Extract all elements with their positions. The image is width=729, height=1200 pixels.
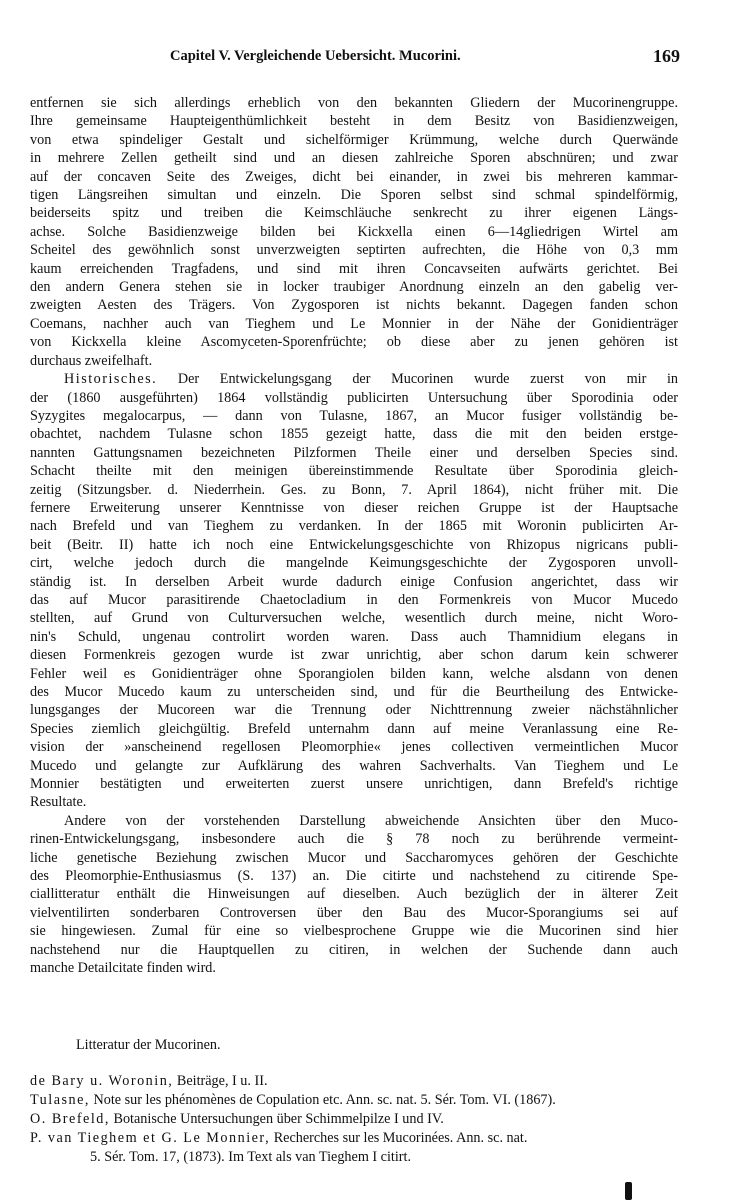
text-line: Syzygites megalocarpus, — dann von Tulasne, 1867, an Mucor fusiger vollständig be- — [30, 407, 678, 424]
text-line: nachstehend nur die Hauptquellen zu citiren, in welchen der Suchende dann auch — [30, 941, 678, 958]
text-line: in mehrere Zellen getheilt sind und an diesen zahlreiche Sporen abschnüren; und zwar — [30, 150, 678, 167]
text-line: Coemans, nachher auch van Tieghem und Le Monnier in der Nähe der Gonidienträger — [30, 315, 678, 332]
reference-author: O. Brefeld, — [30, 1111, 110, 1127]
text-line: durchaus zweifelhaft. — [30, 352, 153, 369]
text-line: tigen Längsreihen simultan und einzeln. Die Sporen selbst sind schmal spindelförmig, — [30, 187, 678, 204]
text-line: kaum erreichenden Tragfadens, und sind mit ihren Concavseiten aufwärts gerichtet. Bei — [30, 260, 678, 277]
text-line: zeitig (Sitzungsber. d. Niederrhein. Ges. zu Bonn, 7. April 1864), nicht früher mit. Die — [30, 481, 678, 498]
reference-text: Recherches sur les Mucorinées. Ann. sc. nat. — [270, 1130, 528, 1146]
section-lead-word: Historisches. — [64, 371, 158, 388]
text-line: nach Brefeld und van Tieghem zu verdanken. In der 1865 mit Woronin publicirten Ar- — [30, 518, 678, 535]
text-line: ciallitteratur enthält die Hinweisungen auf dieselben. Auch bezüglich der in älterer Zeit — [30, 886, 678, 903]
reference-text: Botanische Untersuchungen über Schimmelpilze I und IV. — [109, 1111, 444, 1127]
text-line: das auf Mucor parasitirende Chaetocladium in den Formenkreis von Mucor Mucedo — [30, 591, 678, 608]
ink-spot — [625, 1182, 632, 1200]
reference-author: Tulasne, — [30, 1092, 90, 1108]
text-line: Scheitel des gewöhnlich sonst unverzweigten septirten aufrechten, die Höhe von 0,3 mm — [30, 242, 678, 259]
text-line: zweigten Aesten des Trägers. Von Zygosporen ist nichts bekannt. Dagegen fanden schon — [30, 297, 678, 314]
text-line: fernere Erweiterung unserer Kenntnisse von dieser reichen Gruppe ist der Hauptsache — [30, 499, 678, 516]
page-number: 169 — [653, 46, 680, 66]
text-line-rest: Der Entwickelungsgang der Mucorinen wurde zuerst von mir in — [177, 371, 678, 388]
text-line: lungsganges der Mucoreen war die Trennung oder Nichttrennung zweier nächstähnlicher — [30, 702, 678, 719]
paragraph-historisches — [30, 370, 678, 812]
text-line: rinen-Entwickelungsgang, insbesondere auch die § 78 noch zu berührende vermeint- — [30, 831, 678, 848]
text-line: beiderseits spitz und treiben die Keimschläuche senkrecht zu ihrer eigenen Längs- — [30, 205, 678, 222]
text-line: nannten Gattungsnamen bezeichneten Pilzformen Theile einer und derselben Species sind. — [30, 444, 678, 461]
paragraph-andere-ansichten — [30, 812, 678, 978]
text-line: Fehler weil es Gonidienträger ohne Sporangiolen bilden kann, welche alsdann von denen — [30, 665, 678, 682]
page-header — [170, 48, 680, 72]
page-body — [30, 94, 678, 978]
text-line: beit (Beitr. II) hatte ich noch eine Entwickelungsgeschichte von Rhizopus nigricans publi- — [30, 536, 678, 553]
text-line: des Mucor Mucedo kaum zu unterscheiden sind, und für die Beurtheilung des Entwicke- — [30, 684, 678, 700]
reference-author: de Bary u. Woronin, — [30, 1073, 174, 1089]
text-line: obachtet, nachdem Tulasne schon 1855 gezeigt hatte, dass die mit den beiden erstge- — [30, 426, 678, 443]
text-line: cirt, welche jedoch durch die mangelnde Keimungsgeschichte der Zygosporen unvoll- — [30, 555, 678, 572]
text-line — [30, 370, 678, 388]
text-line: Ihre gemeinsame Haupteigenthümlichkeit besteht in dem Besitz von Basidienzweigen, — [30, 113, 678, 130]
text-line: 5. Sér. Tom. 17, (1873). Im Text als van Tieghem I citirt. — [90, 1149, 412, 1165]
text-line: der (1860 ausgeführten) 1864 vollständig publicirten Untersuchung über Sporodinia oder — [30, 389, 678, 406]
reference-entry — [30, 1091, 680, 1110]
text-line: nin's Schuld, ungenau controlirt worden waren. Dass auch Thamnidium elegans in — [30, 628, 678, 645]
reference-entry — [30, 1110, 680, 1129]
reference-entry — [30, 1072, 680, 1091]
paragraph-mucorinen-description — [30, 94, 678, 370]
literature-list — [30, 1072, 680, 1167]
text-line: auf der concaven Seite des Zweiges, dicht bei einander, in zwei bis mehreren kammar- — [30, 168, 678, 185]
text-line: vision der »anscheinend regellosen Pleomorphie« jenes collectiven vermeintlichen Mucor — [30, 739, 678, 756]
text-line: entfernen sie sich allerdings erheblich von den bekannten Gliedern der Mucorinengruppe. — [30, 95, 678, 111]
text-line: Species ziemlich gleichgültig. Brefeld unternahm dann auf meine Veranlassung eine Re- — [30, 720, 678, 737]
text-line: Andere von der vorstehenden Darstellung abweichende Ansichten über den Muco- — [64, 812, 678, 829]
text-line: achse. Solche Basidienzweige bilden bei Kickxella einen 6—14gliedrigen Wirtel am — [30, 223, 678, 240]
text-line: Monnier bestätigten und erweiterten zuerst unsere unrichtigen, dann Brefeld's richtige — [30, 776, 678, 793]
text-line: diesen Formenkreis gezogen wurde ist zwar unrichtig, aber schon darum kein schwerer — [30, 647, 678, 664]
text-line: stellten, auf Grund von Culturversuchen welche, wesentlich durch meine, nicht Woro- — [30, 610, 678, 627]
text-line: den andern Genera stehen sie in locker traubiger Anordnung einzeln an den gabelig ver- — [30, 279, 678, 296]
text-line: ständig ist. In derselben Arbeit wurde dadurch einige Confusion angerichtet, dass wir — [30, 573, 678, 590]
text-line: sie hingewiesen. Zumal für eine so vielbesprochene Gruppe wie die Mucorinen sind hier — [30, 923, 678, 940]
text-line: vielventilirten sonderbaren Controversen über den Bau des Mucor-Sporangiums sei auf — [30, 904, 678, 921]
text-line: Mucedo und gelangte zur Aufklärung des wahren Sachverhalts. Van Tieghem und Le — [30, 757, 678, 774]
reference-text: Beiträge, I u. II. — [173, 1073, 268, 1089]
reference-author: P. van Tieghem et G. Le Monnier, — [30, 1130, 271, 1146]
literature-heading: Litteratur der Mucorinen. — [76, 1037, 221, 1053]
text-line: von Kickxella kleine Ascomyceten-Sporenfrüchte; ob diese aber zu jenen gehören ist — [30, 334, 678, 351]
text-line: Schacht theilte mit den meinigen übereinstimmende Resultate über Sporodinia gleich- — [30, 463, 678, 480]
reference-entry — [30, 1129, 680, 1148]
text-line: des Pleomorphie-Enthusiasmus (S. 137) an. Die citirte und nachstehend zu citirende Spe- — [30, 868, 678, 885]
text-line: liche genetische Beziehung zwischen Mucor und Saccharomyces gehören der Geschichte — [30, 849, 678, 866]
reference-text: Note sur les phénomènes de Copulation etc. Ann. sc. nat. 5. Sér. Tom. VI. (1867). — [89, 1092, 556, 1108]
text-line: manche Detailcitate finden wird. — [30, 960, 216, 977]
text-line: von etwa spindeliger Gestalt und sichelförmiger Krümmung, welche durch Querwände — [30, 131, 678, 148]
text-line: Resultate. — [30, 794, 87, 811]
running-title: Capitel V. Vergleichende Uebersicht. Mucorini. — [170, 48, 461, 64]
